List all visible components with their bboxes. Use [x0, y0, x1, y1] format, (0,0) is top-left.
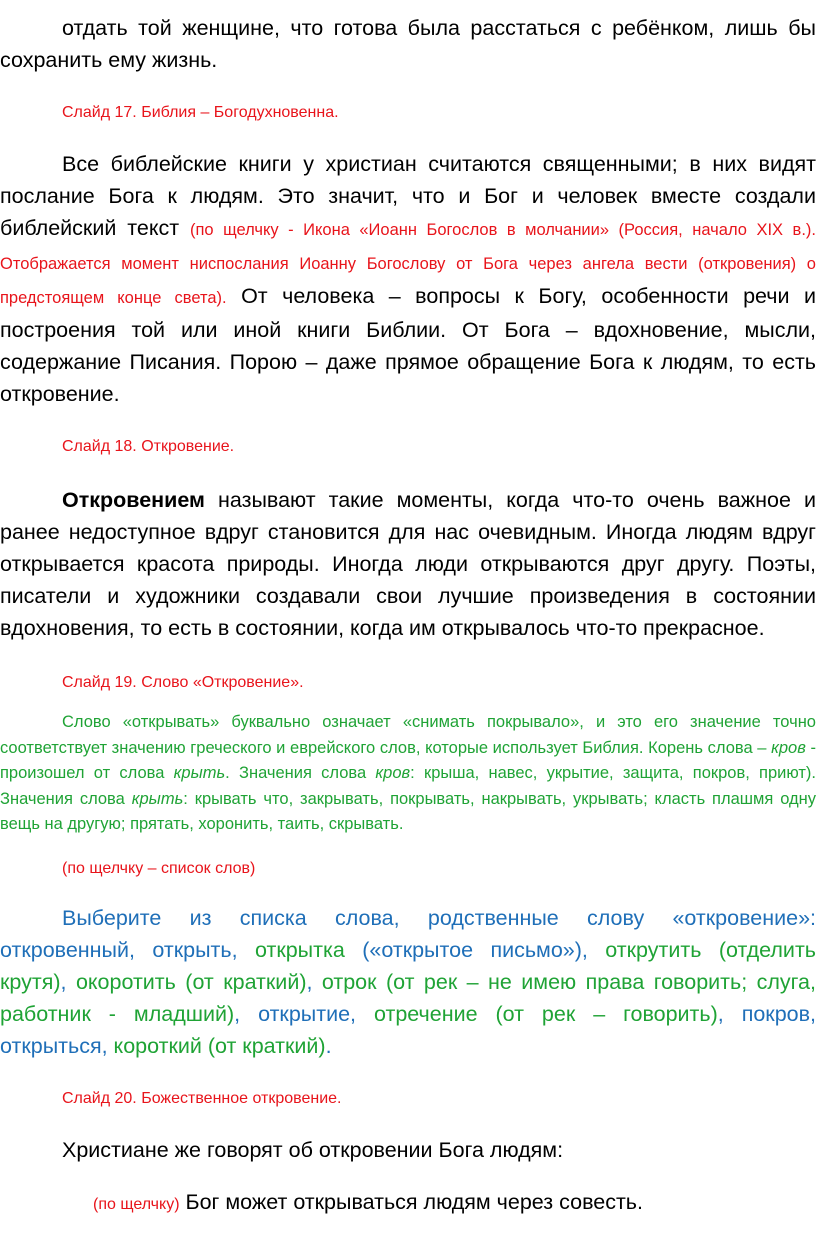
bible-paragraph — [0, 148, 816, 410]
task-blue-6: , покров, открыться, — [0, 1001, 816, 1058]
click-list-note: (по щелчку – список слов) — [62, 859, 256, 877]
word-meaning-paragraph — [0, 710, 816, 838]
word-italic-3: кров — [375, 764, 411, 783]
intro-paragraph — [0, 12, 816, 76]
christians-paragraph — [0, 1134, 816, 1166]
task-blue-1: Выберите из списка слова, родственные слову «откровение»: откровенный, открыть, — [0, 905, 816, 962]
bible-text-1: Все библейские книги у христиан считаются священными; в них видят послание Бога к людям. Это значит, что и Бог и человек вместе создали библейский текст — [0, 152, 816, 240]
task-green-5: отречение (от рек – говорить) — [374, 1001, 718, 1026]
word-italic-1: кров — [771, 738, 806, 757]
task-green-4: отрок (от рек – не имею права говорить; слуга, работник - младший) — [0, 969, 816, 1026]
word-italic-4: крыть — [131, 789, 184, 808]
task-blue-3: , — [60, 969, 76, 994]
slide-17-heading: Слайд 17. Библия – Богодухновенна. — [62, 104, 339, 121]
slide-19-heading: Слайд 19. Слово «Откровение». — [62, 674, 304, 691]
task-green-6: короткий (от краткий) — [113, 1033, 326, 1058]
task-blue-2: («открытое письмо»), — [344, 937, 606, 962]
task-blue-7: . — [325, 1033, 332, 1058]
task-paragraph — [0, 902, 816, 1062]
intro-text: отдать той женщине, что готова была расстаться с ребёнком, лишь бы сохранить ему жизнь. — [0, 16, 816, 72]
task-blue-4: , — [306, 969, 322, 994]
icon-note: (по щелчку - Икона «Иоанн Богослов в молчании» (Россия, начало XIX в.). Отображается момент ниспослания Иоанну Богослову от Бога через ангела вести (откровения) о предстоящем конце света). — [0, 221, 816, 307]
conscience-note: (по щелчку) — [93, 1195, 180, 1213]
word-italic-2: крыть — [173, 764, 226, 783]
revelation-term: Откровением — [62, 488, 205, 512]
word-text-3: . Значения слова — [225, 764, 376, 783]
task-green-3: окоротить (от краткий) — [75, 969, 307, 994]
bible-text-2: От человека – вопросы к Богу, особенности речи и построения той или иной книги Библии. От Бога – вдохновение, мысли, содержание Писания. Порою – даже прямое обращение Бога к людям, то есть откровение. — [0, 284, 816, 406]
word-text-2: - произошел от слова — [0, 738, 816, 783]
conscience-text: Бог может открываться людям через совесть. — [179, 1189, 643, 1214]
task-blue-5: , открытие, — [234, 1001, 374, 1026]
revelation-text: называют такие моменты, когда что-то очень важное и ранее недоступное вдруг становится для нас очевидным. Иногда людям вдруг открывается красота природы. Иногда люди открываются друг другу. Поэты, писатели и художники создавали свои лучшие произведения в состоянии вдохновения, то есть в состоянии, когда им открывалось что-то прекрасное. — [0, 488, 816, 640]
task-green-1: открытка — [254, 937, 345, 962]
task-green-2: открутить (отделить крутя) — [0, 937, 816, 994]
word-text-4: : крыша, навес, укрытие, защита, покров, приют). Значения слова — [0, 764, 816, 808]
slide-18-heading: Слайд 18. Откровение. — [62, 438, 235, 455]
conscience-paragraph — [0, 1186, 816, 1221]
christians-text: Христиане же говорят об откровении Бога людям: — [62, 1137, 564, 1162]
word-text-1: Слово «открывать» буквально означает «снимать покрывало», и это его значение точно соответствует значению греческого и еврейского слов, которые использует Библия. Корень слова – — [0, 713, 816, 757]
slide-20-heading: Слайд 20. Божественное откровение. — [62, 1089, 342, 1107]
word-text-5: : крывать что, закрывать, покрывать, накрывать, укрывать; класть плашмя одну вещь на другую; прятать, хоронить, таить, скрывать. — [0, 789, 816, 834]
revelation-paragraph — [0, 484, 816, 644]
